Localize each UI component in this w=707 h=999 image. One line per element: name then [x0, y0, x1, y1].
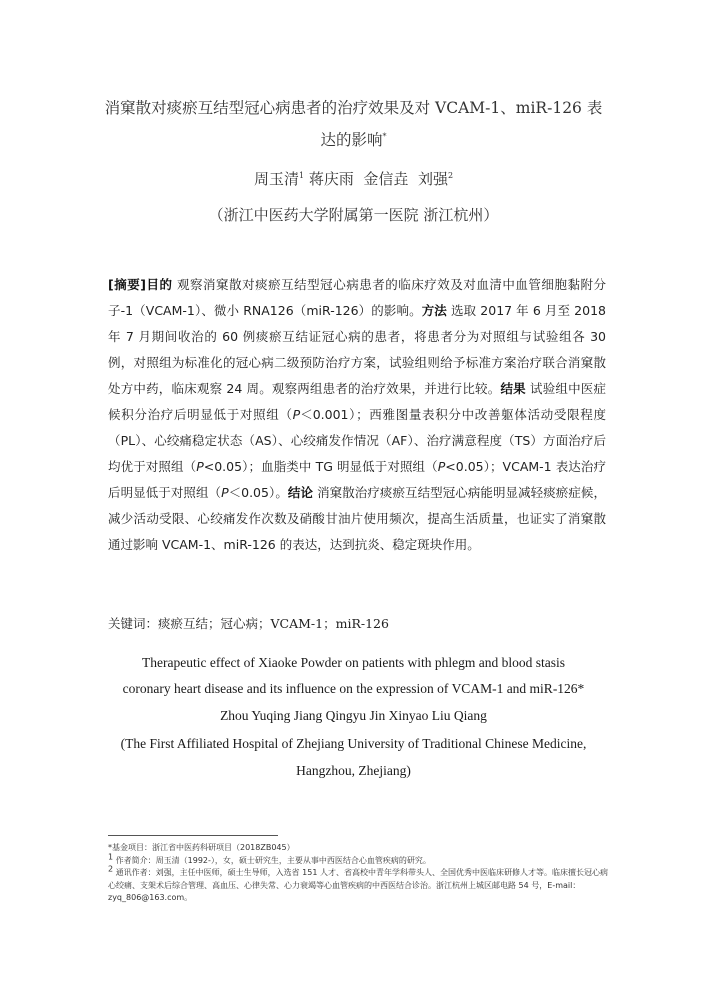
results-text-3: <0.05）；血脂类中 TG 明显低于对照组（	[203, 459, 438, 474]
english-affiliation-line-1: (The First Affiliated Hospital of Zhejiang University of Traditional Chinese Medicine,	[120, 736, 587, 751]
author-1: 周玉清	[253, 170, 299, 188]
author-3: 金信垚	[363, 170, 409, 188]
author-1-sup: 1	[298, 171, 305, 180]
results-text-2: ＜0.001）；西雅图量表积分中改善躯体活动受限程度（PL）、心绞痛稳定状态（AS）、心绞痛发作情况（AF）、治疗满意程度（TS）方面治疗后均优于对照组（	[108, 407, 606, 474]
p-value-symbol: P	[437, 459, 446, 474]
english-title-line-2: coronary heart disease and its influence on the expression of VCAM-1 and miR-126*	[122, 681, 585, 696]
results-text-5: ＜0.05）。	[228, 485, 288, 500]
english-authors: Zhou Yuqing Jiang Qingyu Jin Xinyao Liu Qiang	[220, 708, 487, 723]
footnote-first-author-sup: 1	[108, 851, 114, 861]
footnote-first-author	[108, 851, 608, 868]
footnotes	[108, 842, 608, 905]
english-title-line-1: Therapeutic effect of Xiaoke Powder on patients with phlegm and blood stasis	[141, 655, 565, 670]
methods-label: 方法	[421, 303, 447, 318]
footnote-corresponding-sup: 2	[108, 864, 114, 874]
p-value-symbol: P	[292, 407, 301, 422]
abstract	[108, 272, 606, 558]
title-line-2-text: 达的影响	[320, 131, 383, 149]
conclusion-text: 消窠散治疗痰瘀互结型冠心病能明显减轻痰瘀症候，减少活动受限、心绞痛发作次数及硝酸甘油片使用频次，提高生活质量，也证实了消窠散通过影响 VCAM-1、miR-126 的表达，达到抗炎、稳定斑块作用。	[108, 485, 606, 552]
keywords: 关键词：痰瘀互结；冠心病；VCAM-1；miR-126	[108, 616, 389, 631]
results-label: 结果	[500, 381, 526, 396]
abstract-label: [摘要]	[108, 277, 146, 292]
author-4-sup: 2	[447, 171, 454, 180]
p-value-symbol: P	[196, 459, 204, 474]
objective-text: 观察消窠散对痰瘀互结型冠心病患者的临床疗效及对血清中血管细胞黏附分子-1（VCAM-1）、微小 RNA126（miR-126）的影响。	[108, 277, 606, 318]
footnote-fund: *基金项目：浙江省中医药科研项目（2018ZB045）	[108, 843, 295, 852]
p-value-symbol: P	[221, 485, 229, 500]
conclusion-label: 结论	[287, 485, 314, 500]
results-text-4: <0.05）；VCAM-1 表达治疗后明显低于对照组（	[108, 459, 606, 500]
authors	[0, 168, 707, 189]
footnote-corresponding	[108, 864, 608, 905]
objective-label: 目的	[145, 277, 173, 292]
title-footnote-mark: *	[382, 131, 387, 141]
author-4: 刘强	[417, 170, 448, 188]
footnote-first-author-text: 作者简介：周玉清（1992-），女，硕士研究生，主要从事中西医结合心血管疾病的研究。	[113, 855, 431, 865]
title-line-1: 消窠散对痰瘀互结型冠心病患者的治疗效果及对 VCAM-1、miR-126 表	[104, 99, 603, 117]
methods-text: 选取 2017 年 6 月至 2018 年 7 月期间收治的 60 例痰瘀互结证冠心病的患者，将患者分为对照组与试验组各 30 例，对照组为标准化的冠心病二级预防治疗方案，试验组则给予标准方案治疗联合消窠散处方中药，临床观察 24 周。观察两组患者的治疗效果，并进行比较。	[108, 303, 606, 396]
english-affiliation-line-2: Hangzhou, Zhejiang)	[296, 763, 411, 778]
footnote-corresponding-text: 通讯作者：刘强，主任中医师，硕士生导师，入选省 151 人才、省高校中青年学科带头人、全国优秀中医临床研修人才等。临床擅长冠心病心绞痛、支架术后综合管理、高血压、心律失常、心力衰竭等心血管疾病的中西医结合诊治。浙江杭州上城区邮电路 54 号，E-mail：zyq_806@163.com。	[108, 868, 608, 902]
affiliation: （浙江中医药大学附属第一医院 浙江杭州）	[208, 206, 499, 224]
footnote-divider	[108, 835, 278, 836]
title-line-2	[0, 128, 707, 150]
author-2: 蒋庆雨	[308, 170, 354, 188]
results-text-1: 试验组中医症候积分治疗后明显低于对照组（	[108, 381, 606, 422]
